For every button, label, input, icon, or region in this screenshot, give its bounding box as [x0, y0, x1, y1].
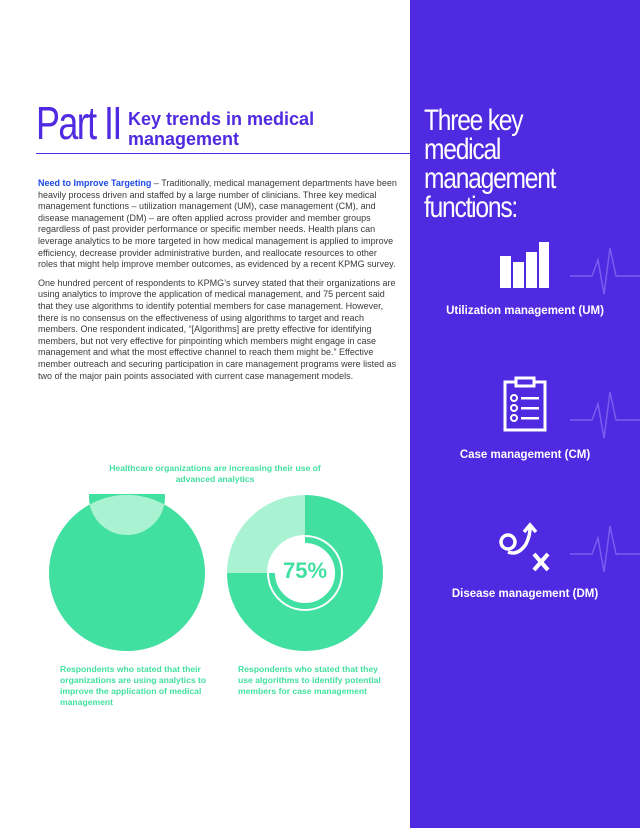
function-label-cm: Case management (CM)	[459, 449, 591, 461]
pulse-line-icon	[570, 382, 640, 452]
paragraph-2: One hundred percent of respondents to KPMG’s survey stated that their organizations are using analytics to improve the application of medical management, and 75 percent said that they use algorithms to identify potential members for case management. However, there is no consensus on the effectiveness of using algorithms to target and reach members. One respondent indicated, “[Algorithms] are pretty effective for identifying members, but not very effective for pinpointing which members might engage in case management and what the most effective channel to reach them might be.” Effective member outreach and securing participation in care management programs were listed as two of the major pain points associated with current case management models.	[38, 277, 397, 381]
donut-chart-75	[226, 494, 384, 652]
clipboard-icon	[502, 376, 548, 432]
paragraph-1-text: – Traditionally, medical management departments have been heavily process driven and staffed by a large number of clinicians. Three key medical management functions – utilization management (UM), case management (CM), and disease management (DM) – are often applied across provider and member groups regardless of past provider performance or specific member needs. Health plans can leverage analytics to be more targeted in how medical management is applied to improve efficiency, decrease provider administrative burden, and reallocate resources to other roles that might help improve member outcomes, as evidenced by a recent KPMG survey.	[38, 178, 397, 270]
donut-chart-100	[48, 494, 206, 652]
function-label-um: Utilization management (UM)	[446, 305, 604, 317]
route-icon	[496, 522, 554, 578]
pulse-line-icon	[570, 238, 640, 308]
donut-1-label: 100%	[98, 558, 156, 583]
sidebar-panel	[410, 0, 640, 828]
pulse-line-icon	[570, 516, 640, 586]
page-title: Key trends in medical management	[128, 109, 315, 149]
lead-phrase: Need to Improve Targeting	[38, 178, 152, 188]
part-label: Part II	[36, 97, 121, 149]
bar-chart-icon	[498, 240, 550, 288]
donut-1-caption: Respondents who stated that their organizations are using analytics to improve the application of medical management	[60, 664, 207, 707]
body-text	[38, 178, 398, 389]
donut-2-caption: Respondents who stated that they use algorithms to identify potential members for case management	[238, 664, 381, 696]
paragraph-1	[38, 178, 398, 271]
sidebar-heading: Three key medical management functions:	[424, 104, 556, 224]
function-label-dm: Disease management (DM)	[451, 588, 599, 600]
title-divider	[36, 153, 410, 154]
chart-title: Healthcare organizations are increasing their use of advanced analytics	[109, 463, 321, 484]
donut-2-label: 75%	[282, 558, 328, 583]
